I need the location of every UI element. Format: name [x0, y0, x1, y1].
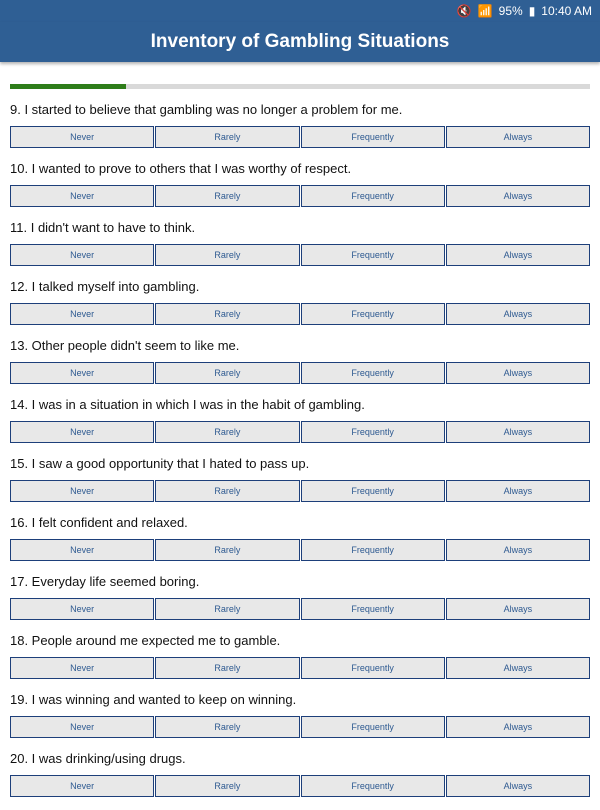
option-always-button[interactable]: Always	[446, 303, 590, 325]
page-title: Inventory of Gambling Situations	[150, 31, 450, 52]
option-always-button[interactable]: Always	[446, 598, 590, 620]
option-rarely-button[interactable]: Rarely	[155, 303, 299, 325]
option-always-button[interactable]: Always	[446, 362, 590, 384]
answer-options	[10, 244, 590, 266]
question-list	[0, 102, 600, 810]
clock: 10:40 AM	[541, 4, 592, 18]
option-frequently-button[interactable]: Frequently	[301, 539, 445, 561]
progress-fill	[10, 84, 126, 89]
app-bar	[0, 22, 600, 62]
answer-options	[10, 657, 590, 679]
question-item	[0, 751, 600, 810]
option-never-button[interactable]: Never	[10, 362, 154, 384]
question-text: 15. I saw a good opportunity that I hated to pass up.	[10, 456, 310, 471]
option-always-button[interactable]: Always	[446, 480, 590, 502]
option-rarely-button[interactable]: Rarely	[155, 185, 299, 207]
answer-options	[10, 716, 590, 738]
question-text: 11. I didn't want to have to think.	[10, 220, 196, 235]
question-item	[0, 397, 600, 456]
option-never-button[interactable]: Never	[10, 775, 154, 797]
option-always-button[interactable]: Always	[446, 775, 590, 797]
option-always-button[interactable]: Always	[446, 185, 590, 207]
option-rarely-button[interactable]: Rarely	[155, 421, 299, 443]
wifi-icon: 📶	[477, 4, 493, 18]
question-text: 16. I felt confident and relaxed.	[10, 515, 188, 530]
option-frequently-button[interactable]: Frequently	[301, 185, 445, 207]
option-frequently-button[interactable]: Frequently	[301, 362, 445, 384]
answer-options	[10, 480, 590, 502]
option-never-button[interactable]: Never	[10, 598, 154, 620]
question-item	[0, 338, 600, 397]
option-always-button[interactable]: Always	[446, 539, 590, 561]
question-item	[0, 220, 600, 279]
option-never-button[interactable]: Never	[10, 716, 154, 738]
answer-options	[10, 126, 590, 148]
option-frequently-button[interactable]: Frequently	[301, 126, 445, 148]
option-never-button[interactable]: Never	[10, 421, 154, 443]
answer-options	[10, 362, 590, 384]
option-frequently-button[interactable]: Frequently	[301, 775, 445, 797]
option-never-button[interactable]: Never	[10, 480, 154, 502]
answer-options	[10, 185, 590, 207]
question-text: 14. I was in a situation in which I was in the habit of gambling.	[10, 397, 365, 412]
answer-options	[10, 303, 590, 325]
option-rarely-button[interactable]: Rarely	[155, 362, 299, 384]
option-never-button[interactable]: Never	[10, 657, 154, 679]
option-always-button[interactable]: Always	[446, 244, 590, 266]
option-rarely-button[interactable]: Rarely	[155, 598, 299, 620]
question-text: 20. I was drinking/using drugs.	[10, 751, 186, 766]
option-always-button[interactable]: Always	[446, 657, 590, 679]
option-rarely-button[interactable]: Rarely	[155, 244, 299, 266]
option-never-button[interactable]: Never	[10, 244, 154, 266]
question-item	[0, 456, 600, 515]
option-rarely-button[interactable]: Rarely	[155, 775, 299, 797]
answer-options	[10, 598, 590, 620]
option-frequently-button[interactable]: Frequently	[301, 657, 445, 679]
option-never-button[interactable]: Never	[10, 126, 154, 148]
option-never-button[interactable]: Never	[10, 303, 154, 325]
question-item	[0, 102, 600, 161]
mute-icon: 🔇	[456, 4, 472, 18]
question-item	[0, 515, 600, 574]
option-rarely-button[interactable]: Rarely	[155, 657, 299, 679]
battery-icon: ▮	[528, 4, 536, 18]
question-text: 18. People around me expected me to gamble.	[10, 633, 281, 648]
option-frequently-button[interactable]: Frequently	[301, 303, 445, 325]
answer-options	[10, 539, 590, 561]
option-rarely-button[interactable]: Rarely	[155, 126, 299, 148]
question-text: 10. I wanted to prove to others that I was worthy of respect.	[10, 161, 352, 176]
answer-options	[10, 775, 590, 797]
question-item	[0, 161, 600, 220]
option-rarely-button[interactable]: Rarely	[155, 716, 299, 738]
option-rarely-button[interactable]: Rarely	[155, 480, 299, 502]
option-never-button[interactable]: Never	[10, 539, 154, 561]
question-item	[0, 633, 600, 692]
option-always-button[interactable]: Always	[446, 126, 590, 148]
option-frequently-button[interactable]: Frequently	[301, 421, 445, 443]
question-item	[0, 574, 600, 633]
question-text: 13. Other people didn't seem to like me.	[10, 338, 240, 353]
option-frequently-button[interactable]: Frequently	[301, 244, 445, 266]
battery-level: 95%	[498, 4, 523, 18]
option-frequently-button[interactable]: Frequently	[301, 480, 445, 502]
option-always-button[interactable]: Always	[446, 716, 590, 738]
option-never-button[interactable]: Never	[10, 185, 154, 207]
question-item	[0, 279, 600, 338]
question-text: 12. I talked myself into gambling.	[10, 279, 200, 294]
question-text: 17. Everyday life seemed boring.	[10, 574, 200, 589]
option-frequently-button[interactable]: Frequently	[301, 716, 445, 738]
answer-options	[10, 421, 590, 443]
question-text: 9. I started to believe that gambling was no longer a problem for me.	[10, 102, 403, 117]
option-always-button[interactable]: Always	[446, 421, 590, 443]
status-bar	[0, 0, 600, 22]
option-frequently-button[interactable]: Frequently	[301, 598, 445, 620]
question-text: 19. I was winning and wanted to keep on winning.	[10, 692, 297, 707]
option-rarely-button[interactable]: Rarely	[155, 539, 299, 561]
question-item	[0, 692, 600, 751]
progress-bar	[10, 84, 590, 89]
